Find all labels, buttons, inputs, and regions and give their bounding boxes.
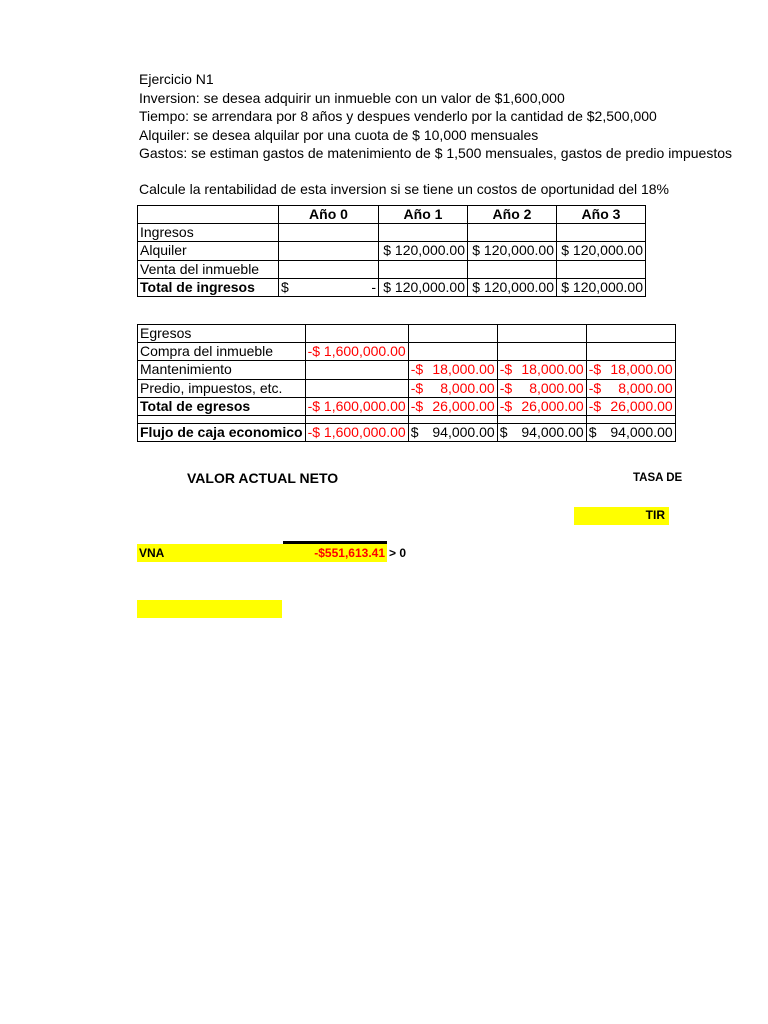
amount: 18,000.00 bbox=[521, 361, 584, 378]
table-cell[interactable] bbox=[138, 415, 306, 423]
predio-year-3[interactable] bbox=[586, 379, 675, 397]
table-cell[interactable] bbox=[468, 260, 557, 278]
amount: 94,000.00 bbox=[521, 424, 584, 441]
mantenimiento-year-1[interactable] bbox=[408, 361, 497, 379]
table-row bbox=[138, 423, 676, 441]
table-row bbox=[138, 343, 676, 361]
table-cell[interactable] bbox=[468, 224, 557, 242]
table-cell[interactable] bbox=[586, 325, 675, 343]
table-cell[interactable] bbox=[305, 415, 408, 423]
table-cell[interactable] bbox=[379, 260, 468, 278]
currency-symbol: -$ bbox=[499, 379, 513, 396]
table-cell[interactable] bbox=[408, 415, 497, 423]
ingresos-table bbox=[137, 205, 646, 297]
vna-label: VNA bbox=[139, 546, 165, 560]
table-row bbox=[138, 224, 646, 242]
table-cell[interactable] bbox=[279, 260, 379, 278]
total-egresos-year-0[interactable]: -$ 1,600,000.00 bbox=[305, 397, 408, 415]
table-cell[interactable] bbox=[279, 242, 379, 260]
total-ingresos-year-2[interactable]: $ 120,000.00 bbox=[468, 278, 557, 296]
mantenimiento-year-2[interactable] bbox=[497, 361, 586, 379]
table-cell[interactable] bbox=[586, 415, 675, 423]
table-row bbox=[138, 242, 646, 260]
amount: 18,000.00 bbox=[610, 361, 673, 378]
amount: 26,000.00 bbox=[521, 397, 584, 414]
header-year-0[interactable]: Año 0 bbox=[279, 206, 379, 224]
compra-year-0[interactable]: -$ 1,600,000.00 bbox=[305, 343, 408, 361]
row-label-compra[interactable]: Compra del inmueble bbox=[138, 343, 306, 361]
table-cell[interactable] bbox=[586, 343, 675, 361]
row-label-predio[interactable]: Predio, impuestos, etc. bbox=[138, 379, 306, 397]
row-label-egresos[interactable]: Egresos bbox=[138, 325, 306, 343]
total-ingresos-year-1[interactable]: $ 120,000.00 bbox=[379, 278, 468, 296]
row-label-venta[interactable]: Venta del inmueble bbox=[138, 260, 279, 278]
exercise-statement bbox=[139, 70, 733, 163]
flujo-year-2[interactable] bbox=[497, 423, 586, 441]
total-ingresos-year-3[interactable]: $ 120,000.00 bbox=[557, 278, 646, 296]
exercise-title: Ejercicio N1 bbox=[139, 71, 214, 87]
amount: 8,000.00 bbox=[618, 379, 673, 396]
table-row bbox=[138, 397, 676, 415]
table-row bbox=[138, 260, 646, 278]
table-row bbox=[138, 361, 676, 379]
currency-symbol: -$ bbox=[410, 379, 424, 396]
row-label-total-ingresos[interactable]: Total de ingresos bbox=[138, 278, 279, 296]
vna-value: -$551,613.41 bbox=[314, 546, 385, 560]
predio-year-2[interactable] bbox=[497, 379, 586, 397]
total-egresos-year-3[interactable] bbox=[586, 397, 675, 415]
alquiler-year-1[interactable]: $ 120,000.00 bbox=[379, 242, 468, 260]
amount: 26,000.00 bbox=[610, 397, 673, 414]
currency-symbol: -$ bbox=[588, 361, 602, 378]
table-cell[interactable] bbox=[305, 379, 408, 397]
currency-symbol: -$ bbox=[499, 361, 513, 378]
table-cell[interactable] bbox=[557, 260, 646, 278]
alquiler-year-3[interactable]: $ 120,000.00 bbox=[557, 242, 646, 260]
currency-symbol: -$ bbox=[410, 361, 424, 378]
vna-cell[interactable] bbox=[137, 544, 387, 562]
currency-symbol: -$ bbox=[588, 397, 602, 414]
row-label-mantenimiento[interactable]: Mantenimiento bbox=[138, 361, 306, 379]
mantenimiento-year-3[interactable] bbox=[586, 361, 675, 379]
amount: 18,000.00 bbox=[432, 361, 495, 378]
currency-symbol: -$ bbox=[410, 397, 424, 414]
statement-gastos: Gastos: se estiman gastos de matenimiento de $ 1,500 mensuales, gastos de predio impuestos bbox=[139, 145, 733, 161]
amount: 8,000.00 bbox=[440, 379, 495, 396]
table-cell[interactable] bbox=[379, 224, 468, 242]
table-cell[interactable] bbox=[408, 325, 497, 343]
header-row bbox=[138, 206, 646, 224]
tir-cell[interactable] bbox=[574, 507, 669, 525]
amount: 94,000.00 bbox=[432, 424, 495, 441]
table-cell[interactable] bbox=[305, 325, 408, 343]
total-egresos-year-2[interactable] bbox=[497, 397, 586, 415]
table-row bbox=[138, 379, 676, 397]
table-cell[interactable] bbox=[497, 325, 586, 343]
flujo-year-1[interactable] bbox=[408, 423, 497, 441]
row-label-flujo[interactable]: Flujo de caja economico bbox=[138, 423, 306, 441]
flujo-year-3[interactable] bbox=[586, 423, 675, 441]
header-cell-empty[interactable] bbox=[138, 206, 279, 224]
exercise-question: Calcule la rentabilidad de esta inversion si se tiene un costos de oportunidad del 18% bbox=[139, 181, 670, 197]
money-cell bbox=[281, 279, 376, 296]
amount: - bbox=[371, 278, 376, 295]
flujo-year-0[interactable]: -$ 1,600,000.00 bbox=[305, 423, 408, 441]
amount: 94,000.00 bbox=[610, 424, 673, 441]
van-heading: VALOR ACTUAL NETO bbox=[187, 470, 339, 486]
table-cell[interactable] bbox=[408, 343, 497, 361]
predio-year-1[interactable] bbox=[408, 379, 497, 397]
table-cell[interactable] bbox=[279, 224, 379, 242]
spacer-row bbox=[138, 415, 676, 423]
tasa-label[interactable]: TASA DE bbox=[633, 472, 683, 484]
total-egresos-year-1[interactable] bbox=[408, 397, 497, 415]
currency-symbol: $ bbox=[499, 424, 508, 441]
header-year-2[interactable]: Año 2 bbox=[468, 206, 557, 224]
statement-inversion: Inversion: se desea adquirir un inmueble con un valor de $1,600,000 bbox=[139, 89, 565, 106]
table-row bbox=[138, 325, 676, 343]
tir-label: TIR bbox=[645, 508, 665, 522]
row-label-total-egresos[interactable]: Total de egresos bbox=[138, 397, 306, 415]
egresos-table bbox=[137, 324, 676, 442]
statement-tiempo: Tiempo: se arrendara por 8 años y despues venderlo por la cantidad de $2,500,000 bbox=[139, 108, 657, 124]
vna-comparison: > 0 bbox=[389, 546, 407, 560]
table-cell[interactable] bbox=[557, 224, 646, 242]
currency-symbol: $ bbox=[410, 424, 419, 441]
currency-symbol: -$ bbox=[499, 397, 513, 414]
header-year-1[interactable]: Año 1 bbox=[379, 206, 468, 224]
table-cell[interactable] bbox=[305, 361, 408, 379]
currency-symbol: -$ bbox=[588, 379, 602, 396]
amount: 26,000.00 bbox=[432, 397, 495, 414]
currency-symbol: $ bbox=[281, 278, 289, 295]
table-cell[interactable] bbox=[497, 343, 586, 361]
alquiler-year-2[interactable]: $ 120,000.00 bbox=[468, 242, 557, 260]
statement-alquiler: Alquiler: se desea alquilar por una cuota de $ 10,000 mensuales bbox=[139, 126, 539, 143]
table-cell[interactable] bbox=[497, 415, 586, 423]
table-row bbox=[138, 278, 646, 296]
currency-symbol: $ bbox=[588, 424, 597, 441]
amount: 8,000.00 bbox=[529, 379, 584, 396]
header-year-3[interactable]: Año 3 bbox=[557, 206, 646, 224]
row-label-alquiler[interactable]: Alquiler bbox=[138, 242, 279, 260]
total-ingresos-year-0[interactable] bbox=[279, 278, 379, 296]
highlighted-empty-cell[interactable] bbox=[137, 600, 282, 618]
row-label-ingresos[interactable]: Ingresos bbox=[138, 224, 279, 242]
